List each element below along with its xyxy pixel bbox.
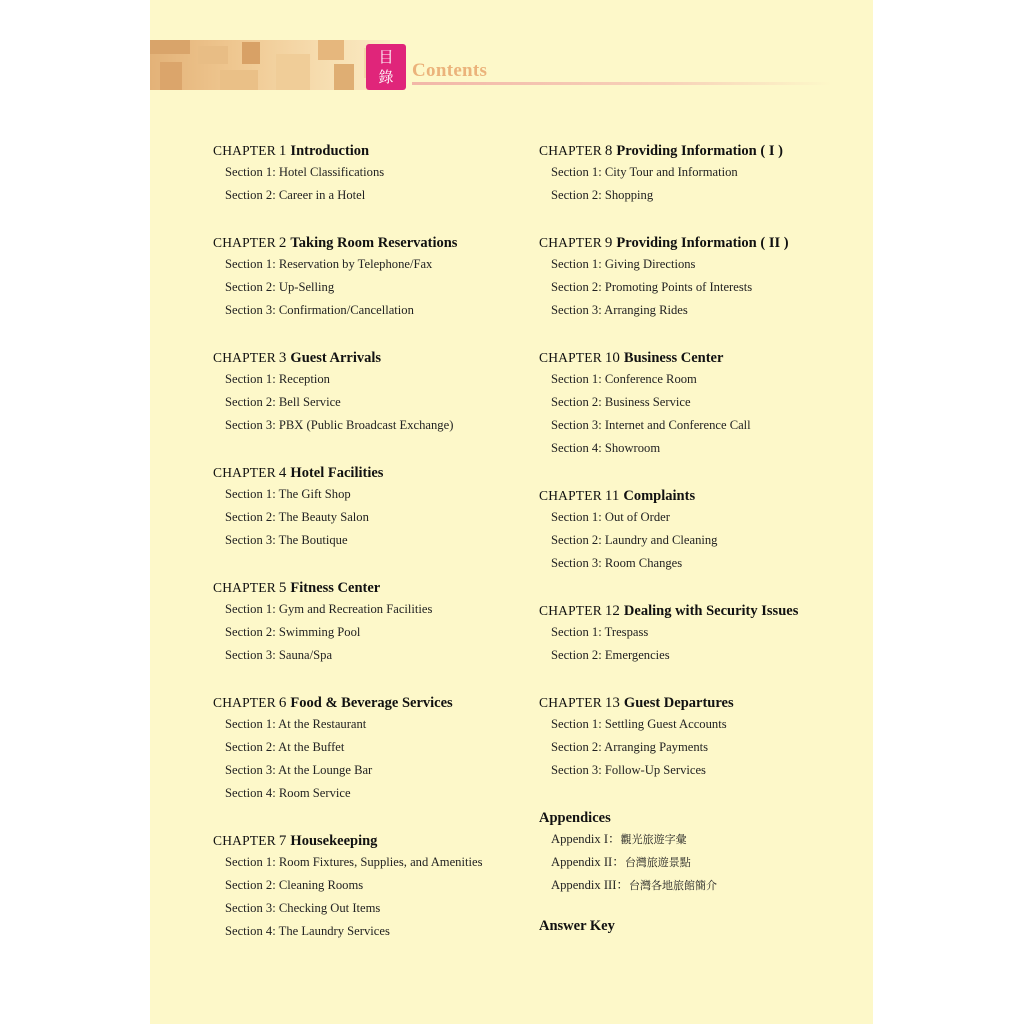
chapter-label: CHAPTER [539,695,602,710]
chapter-heading[interactable] [539,601,859,621]
chapter-title: Hotel Facilities [290,465,384,481]
header-banner-decoration [150,40,390,90]
section-item[interactable]: Section 3: Room Changes [551,556,683,570]
section-item[interactable]: Section 3: Follow-Up Services [551,763,706,777]
badge-char-1: 目 [378,48,394,66]
chapter-spacer [213,667,533,693]
chapter-label: CHAPTER [539,143,602,158]
chapter-number: 4 [278,465,287,481]
chapter-title: Fitness Center [290,580,381,596]
section-item[interactable]: Section 1: Reception [225,372,330,386]
chapter-number: 6 [278,695,287,711]
chapter-label: CHAPTER [539,603,602,618]
chapter-heading[interactable] [539,486,859,506]
section-item[interactable]: Section 3: Checking Out Items [225,901,381,915]
section-item[interactable]: Section 3: Sauna/Spa [225,648,333,662]
section-item[interactable]: Section 4: Showroom [551,441,661,455]
section-item[interactable]: Section 3: At the Lounge Bar [225,763,373,777]
section-item[interactable]: Section 2: Up-Selling [225,280,335,294]
chapter-number: 7 [278,833,287,849]
chapter-entry [539,348,859,460]
chapter-entry [213,141,533,207]
chapter-label: CHAPTER [539,488,602,503]
section-item[interactable]: Section 2: Laundry and Cleaning [551,533,718,547]
chapter-number: 11 [604,488,620,504]
chapter-spacer [213,805,533,831]
chapter-label: CHAPTER [213,465,276,480]
appendix-label: Appendix I： [551,832,621,846]
chapter-heading[interactable] [213,348,533,368]
badge-char-2: 錄 [378,68,394,86]
appendix-item[interactable] [539,851,859,874]
chapter-entry [539,233,859,322]
section-item[interactable]: Section 3: PBX (Public Broadcast Exchange) [225,418,454,432]
chapter-entry [213,348,533,437]
section-item[interactable]: Section 2: Promoting Points of Interests [551,280,753,294]
chapter-heading[interactable] [213,463,533,483]
section-item[interactable]: Section 2: Shopping [551,188,654,202]
chapter-number: 12 [604,603,620,619]
chapter-heading[interactable] [539,693,859,713]
section-item[interactable]: Section 1: City Tour and Information [551,165,738,179]
chapter-spacer [539,322,859,348]
chapter-title: Taking Room Reservations [290,235,458,251]
section-item[interactable]: Section 3: Internet and Conference Call [551,418,751,432]
chapter-entry [213,463,533,552]
chapter-entry [539,486,859,575]
chapter-entry [213,831,533,943]
appendix-item[interactable] [539,828,859,851]
section-item[interactable]: Section 3: The Boutique [225,533,348,547]
chapter-spacer [213,437,533,463]
chapter-spacer [539,575,859,601]
chapter-title: Providing Information ( I ) [616,143,783,159]
section-item[interactable]: Section 2: Swimming Pool [225,625,361,639]
section-item[interactable]: Section 1: Trespass [551,625,649,639]
chapter-entry [213,693,533,805]
appendix-label: Appendix II： [551,855,625,869]
chapter-number: 9 [604,235,613,251]
section-item[interactable]: Section 1: Settling Guest Accounts [551,717,727,731]
chapter-number: 8 [604,143,613,159]
section-item[interactable]: Section 3: Confirmation/Cancellation [225,303,414,317]
chapter-spacer [213,322,533,348]
section-item[interactable]: Section 1: Hotel Classifications [225,165,385,179]
chapter-label: CHAPTER [539,235,602,250]
title-rule [412,82,832,85]
chapter-title: Introduction [290,143,370,159]
chapter-title: Dealing with Security Issues [623,603,799,619]
chapter-label: CHAPTER [213,143,276,158]
chapter-spacer [213,552,533,578]
appendix-item[interactable] [539,874,859,897]
appendix-cjk-title: 台灣各地旅館簡介 [629,879,717,892]
page-title: Contents [412,60,488,81]
section-item[interactable]: Section 1: The Gift Shop [225,487,351,501]
chapter-label: CHAPTER [213,695,276,710]
section-item[interactable]: Section 1: Room Fixtures, Supplies, and Amenities [225,855,483,869]
chapter-entry [213,578,533,667]
section-item[interactable]: Section 1: Gym and Recreation Facilities [225,602,433,616]
chapter-title: Guest Departures [623,695,734,711]
chapter-title: Business Center [623,350,724,366]
section-item[interactable]: Section 1: Giving Directions [551,257,696,271]
chapter-heading[interactable] [539,348,859,368]
chapter-number: 5 [278,580,287,596]
section-item[interactable]: Section 4: Room Service [225,786,351,800]
chapter-heading[interactable] [213,233,533,253]
section-item[interactable]: Section 2: Arranging Payments [551,740,709,754]
chapter-title: Food & Beverage Services [290,695,453,711]
section-item[interactable]: Section 2: Bell Service [225,395,341,409]
chapter-spacer [213,207,533,233]
chapter-label: CHAPTER [213,833,276,848]
chapter-entry [213,233,533,322]
chapter-title: Complaints [623,488,696,504]
section-item[interactable]: Section 2: At the Buffet [225,740,345,754]
chapter-title: Providing Information ( II ) [616,235,789,251]
chapter-number: 1 [278,143,287,159]
chapter-number: 13 [604,695,620,711]
chapter-spacer [539,667,859,693]
chapter-label: CHAPTER [539,350,602,365]
appendix-cjk-title: 觀光旅遊字彙 [620,833,687,846]
chapter-label: CHAPTER [213,580,276,595]
chapter-label: CHAPTER [213,235,276,250]
section-item[interactable]: Section 2: Business Service [551,395,691,409]
answer-key-link[interactable]: Answer Key [539,918,615,934]
chapter-title: Housekeeping [290,833,378,849]
chapter-spacer [539,207,859,233]
contents-badge [366,44,406,90]
appendices-heading: Appendices [539,810,611,826]
section-item[interactable]: Section 1: At the Restaurant [225,717,367,731]
chapter-heading[interactable] [213,693,533,713]
section-item[interactable]: Section 2: Career in a Hotel [225,188,366,202]
chapter-number: 2 [278,235,287,251]
chapter-entry [539,601,859,667]
section-item[interactable]: Section 1: Conference Room [551,372,697,386]
chapter-entry [539,693,859,782]
chapter-title: Guest Arrivals [290,350,382,366]
right-column [539,141,859,936]
chapter-spacer [539,460,859,486]
section-item[interactable]: Section 2: Cleaning Rooms [225,878,364,892]
chapter-number: 3 [278,350,287,366]
section-item[interactable]: Section 3: Arranging Rides [551,303,688,317]
section-item[interactable]: Section 2: The Beauty Salon [225,510,369,524]
chapter-label: CHAPTER [213,350,276,365]
chapter-heading[interactable] [213,831,533,851]
section-item[interactable]: Section 4: The Laundry Services [225,924,390,938]
chapter-heading[interactable] [213,141,533,161]
section-item[interactable]: Section 1: Reservation by Telephone/Fax [225,257,433,271]
left-column [213,141,533,969]
chapter-heading[interactable] [213,578,533,598]
chapter-entry [539,141,859,207]
chapter-spacer [539,782,859,808]
appendix-cjk-title: 台灣旅遊景點 [624,856,691,869]
chapter-heading[interactable] [539,233,859,253]
chapter-spacer [213,943,533,969]
section-item[interactable]: Section 1: Out of Order [551,510,670,524]
chapter-number: 10 [604,350,620,366]
chapter-heading[interactable] [539,141,859,161]
appendix-label: Appendix III： [551,878,629,892]
section-item[interactable]: Section 2: Emergencies [551,648,670,662]
